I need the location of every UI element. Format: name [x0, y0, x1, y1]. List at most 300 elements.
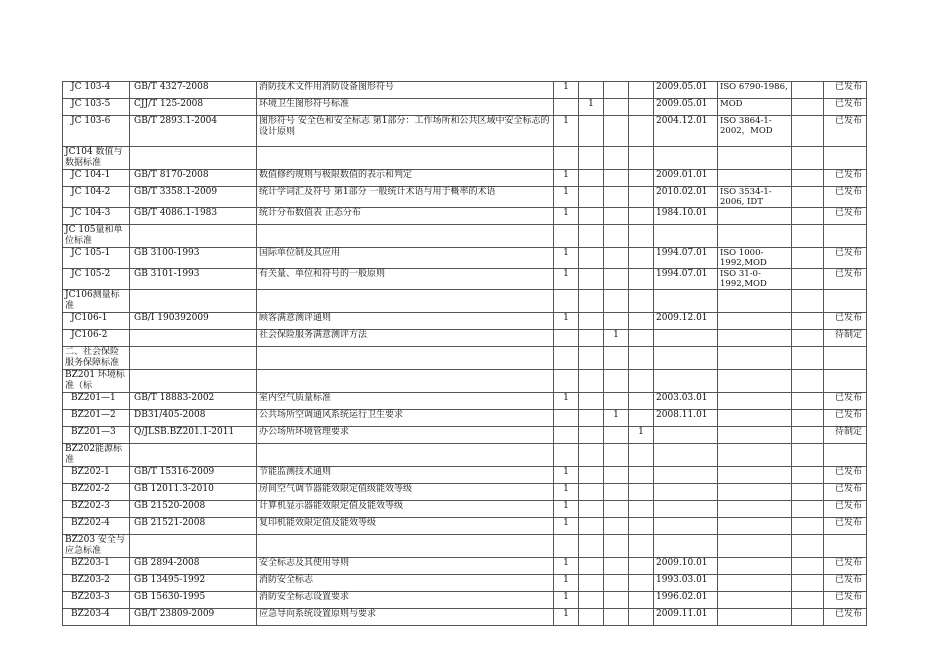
empty-cell	[792, 467, 824, 484]
category-row	[63, 225, 867, 248]
empty-cell	[654, 535, 718, 558]
empty-cell	[579, 347, 604, 370]
item-code-cell: BZ201—2	[63, 410, 130, 427]
item-code-cell: JC106-2	[63, 330, 130, 347]
empty-cell	[792, 208, 824, 225]
empty-cell	[792, 393, 824, 410]
count-cell-2	[579, 558, 604, 575]
implementation-date-cell: 2009.01.01	[654, 170, 718, 187]
count-cell-4	[629, 484, 654, 501]
status-cell: 已发布	[824, 518, 867, 535]
empty-cell	[554, 444, 579, 467]
status-cell: 已发布	[824, 187, 867, 208]
standard-name-cell: 房间空气调节器能效限定值级能效等级	[257, 484, 554, 501]
standard-name-cell: 应急导向系统设置原则与要求	[257, 609, 554, 626]
status-cell: 已发布	[824, 484, 867, 501]
table-row	[63, 518, 867, 535]
empty-cell	[718, 370, 792, 393]
standards-table	[62, 81, 867, 626]
empty-cell	[604, 370, 629, 393]
item-code-cell: BZ203-4	[63, 609, 130, 626]
count-cell-4	[629, 208, 654, 225]
standard-number-cell: GB 21521-2008	[130, 518, 257, 535]
item-code-cell: BZ202-4	[63, 518, 130, 535]
adopted-standard-cell	[718, 558, 792, 575]
implementation-date-cell	[654, 518, 718, 535]
count-cell-3	[604, 170, 629, 187]
count-cell-3	[604, 592, 629, 609]
adopted-standard-cell: MOD	[718, 99, 792, 116]
empty-cell	[257, 444, 554, 467]
count-cell-4	[629, 410, 654, 427]
count-cell-4	[629, 313, 654, 330]
implementation-date-cell: 2009.05.01	[654, 99, 718, 116]
count-cell-4	[629, 116, 654, 147]
status-cell: 待制定	[824, 427, 867, 444]
count-cell-3	[604, 575, 629, 592]
table-row	[63, 170, 867, 187]
empty-cell	[824, 225, 867, 248]
empty-cell	[579, 535, 604, 558]
standard-name-cell: 顾客满意测评通则	[257, 313, 554, 330]
count-cell-1: 1	[554, 269, 579, 290]
item-code-cell: JC 105-1	[63, 248, 130, 269]
empty-cell	[718, 535, 792, 558]
empty-cell	[792, 99, 824, 116]
implementation-date-cell: 2003.03.01	[654, 393, 718, 410]
standard-number-cell: GB/T 8170-2008	[130, 170, 257, 187]
empty-cell	[654, 370, 718, 393]
empty-cell	[824, 370, 867, 393]
empty-cell	[130, 347, 257, 370]
standard-name-cell: 室内空气质量标准	[257, 393, 554, 410]
count-cell-2	[579, 501, 604, 518]
empty-cell	[792, 347, 824, 370]
count-cell-2	[579, 248, 604, 269]
count-cell-2	[579, 187, 604, 208]
count-cell-3	[604, 467, 629, 484]
count-cell-1: 1	[554, 116, 579, 147]
standard-name-cell: 有关量、单位和符号的一般原则	[257, 269, 554, 290]
standard-name-cell: 办公场所环境管理要求	[257, 427, 554, 444]
count-cell-1: 1	[554, 558, 579, 575]
category-row	[63, 147, 867, 170]
implementation-date-cell: 1993.03.01	[654, 575, 718, 592]
count-cell-1: 1	[554, 187, 579, 208]
count-cell-4	[629, 187, 654, 208]
count-cell-3	[604, 501, 629, 518]
status-cell: 已发布	[824, 501, 867, 518]
empty-cell	[554, 147, 579, 170]
table-row	[63, 248, 867, 269]
empty-cell	[792, 290, 824, 313]
adopted-standard-cell	[718, 330, 792, 347]
standard-number-cell: GB 15630-1995	[130, 592, 257, 609]
implementation-date-cell: 1994.07.01	[654, 269, 718, 290]
category-row	[63, 535, 867, 558]
count-cell-3	[604, 269, 629, 290]
adopted-standard-cell	[718, 518, 792, 535]
standard-number-cell: GB/T 4086.1-1983	[130, 208, 257, 225]
standard-number-cell: GB 21520-2008	[130, 501, 257, 518]
standard-number-cell: GB 3100-1993	[130, 248, 257, 269]
count-cell-2	[579, 330, 604, 347]
status-cell: 已发布	[824, 467, 867, 484]
count-cell-3	[604, 427, 629, 444]
item-code-cell: BZ201—3	[63, 427, 130, 444]
standard-name-cell: 国际单位制及其应用	[257, 248, 554, 269]
count-cell-1: 1	[554, 575, 579, 592]
count-cell-1: 1	[554, 248, 579, 269]
empty-cell	[629, 225, 654, 248]
status-cell: 已发布	[824, 99, 867, 116]
status-cell: 已发布	[824, 609, 867, 626]
table-row	[63, 410, 867, 427]
standard-name-cell: 统计分布数值表 正态分布	[257, 208, 554, 225]
standard-name-cell: 环境卫生图形符号标准	[257, 99, 554, 116]
table-row	[63, 592, 867, 609]
item-code-cell: JC 103-4	[63, 82, 130, 99]
table-row	[63, 116, 867, 147]
empty-cell	[654, 225, 718, 248]
count-cell-2	[579, 518, 604, 535]
implementation-date-cell: 1996.02.01	[654, 592, 718, 609]
count-cell-3	[604, 609, 629, 626]
empty-cell	[792, 444, 824, 467]
empty-cell	[257, 147, 554, 170]
count-cell-1: 1	[554, 501, 579, 518]
count-cell-2	[579, 170, 604, 187]
count-cell-2	[579, 393, 604, 410]
standard-number-cell: GB/I 190392009	[130, 313, 257, 330]
empty-cell	[554, 290, 579, 313]
table-row	[63, 484, 867, 501]
table-row	[63, 467, 867, 484]
category-row	[63, 290, 867, 313]
count-cell-1	[554, 410, 579, 427]
empty-cell	[792, 370, 824, 393]
status-cell: 已发布	[824, 393, 867, 410]
item-code-cell: JC 103-5	[63, 99, 130, 116]
count-cell-1: 1	[554, 484, 579, 501]
empty-cell	[792, 609, 824, 626]
empty-cell	[257, 347, 554, 370]
status-cell: 已发布	[824, 575, 867, 592]
table-row	[63, 330, 867, 347]
category-cell: BZ203 安全与应急标准	[63, 535, 130, 558]
adopted-standard-cell	[718, 313, 792, 330]
empty-cell	[257, 370, 554, 393]
item-code-cell: BZ202-1	[63, 467, 130, 484]
empty-cell	[604, 535, 629, 558]
count-cell-2	[579, 116, 604, 147]
empty-cell	[579, 290, 604, 313]
count-cell-2	[579, 575, 604, 592]
implementation-date-cell: 2009.12.01	[654, 313, 718, 330]
implementation-date-cell: 2009.05.01	[654, 82, 718, 99]
implementation-date-cell	[654, 501, 718, 518]
adopted-standard-cell	[718, 410, 792, 427]
empty-cell	[629, 444, 654, 467]
category-row	[63, 444, 867, 467]
count-cell-4	[629, 269, 654, 290]
empty-cell	[604, 147, 629, 170]
empty-cell	[792, 592, 824, 609]
standard-name-cell: 社会保险服务满意测评方法	[257, 330, 554, 347]
table-row	[63, 501, 867, 518]
empty-cell	[130, 444, 257, 467]
empty-cell	[792, 187, 824, 208]
empty-cell	[792, 248, 824, 269]
item-code-cell: BZ202-2	[63, 484, 130, 501]
count-cell-1: 1	[554, 518, 579, 535]
empty-cell	[718, 444, 792, 467]
count-cell-2	[579, 484, 604, 501]
standard-number-cell: GB/T 4327-2008	[130, 82, 257, 99]
status-cell: 已发布	[824, 116, 867, 147]
standard-name-cell: 计算机显示器能效限定值及能效等级	[257, 501, 554, 518]
empty-cell	[792, 225, 824, 248]
count-cell-2	[579, 609, 604, 626]
empty-cell	[654, 347, 718, 370]
count-cell-4	[629, 558, 654, 575]
count-cell-1: 1	[554, 82, 579, 99]
table-row	[63, 208, 867, 225]
empty-cell	[792, 82, 824, 99]
count-cell-1: 1	[554, 609, 579, 626]
item-code-cell: JC106-1	[63, 313, 130, 330]
empty-cell	[792, 116, 824, 147]
count-cell-1: 1	[554, 170, 579, 187]
count-cell-1	[554, 99, 579, 116]
count-cell-1: 1	[554, 393, 579, 410]
empty-cell	[792, 575, 824, 592]
table-body	[63, 82, 867, 626]
empty-cell	[824, 347, 867, 370]
standard-number-cell: GB 13495-1992	[130, 575, 257, 592]
empty-cell	[257, 535, 554, 558]
implementation-date-cell: 2004.12.01	[654, 116, 718, 147]
standard-number-cell: Q/JLSB.BZ201.1-2011	[130, 427, 257, 444]
count-cell-4	[629, 592, 654, 609]
status-cell: 已发布	[824, 592, 867, 609]
count-cell-1: 1	[554, 208, 579, 225]
implementation-date-cell: 2009.10.01	[654, 558, 718, 575]
table-row	[63, 313, 867, 330]
adopted-standard-cell: ISO 6790-1986,	[718, 82, 792, 99]
count-cell-4	[629, 393, 654, 410]
category-cell: BZ202能源标准	[63, 444, 130, 467]
standard-name-cell: 统计学词汇及符号 第1部分 一般统计术语与用于概率的术语	[257, 187, 554, 208]
count-cell-3: 1	[604, 330, 629, 347]
empty-cell	[130, 225, 257, 248]
count-cell-4	[629, 518, 654, 535]
category-cell: JC104 数值与数据标准	[63, 147, 130, 170]
item-code-cell: BZ202-3	[63, 501, 130, 518]
item-code-cell: BZ201—1	[63, 393, 130, 410]
implementation-date-cell	[654, 427, 718, 444]
count-cell-3	[604, 313, 629, 330]
empty-cell	[792, 410, 824, 427]
implementation-date-cell: 1984.10.01	[654, 208, 718, 225]
empty-cell	[792, 484, 824, 501]
table-row	[63, 82, 867, 99]
standard-name-cell: 复印机能效限定值及能效等级	[257, 518, 554, 535]
standard-number-cell: GB 12011.3-2010	[130, 484, 257, 501]
implementation-date-cell: 1994.07.01	[654, 248, 718, 269]
implementation-date-cell: 2008.11.01	[654, 410, 718, 427]
empty-cell	[604, 444, 629, 467]
standard-name-cell: 公共场所空调通风系统运行卫生要求	[257, 410, 554, 427]
table-row	[63, 187, 867, 208]
empty-cell	[792, 269, 824, 290]
empty-cell	[792, 535, 824, 558]
adopted-standard-cell	[718, 575, 792, 592]
empty-cell	[654, 290, 718, 313]
count-cell-1: 1	[554, 592, 579, 609]
count-cell-3	[604, 484, 629, 501]
empty-cell	[604, 347, 629, 370]
count-cell-3	[604, 208, 629, 225]
empty-cell	[792, 558, 824, 575]
standard-number-cell: GB/T 18883-2002	[130, 393, 257, 410]
implementation-date-cell	[654, 467, 718, 484]
empty-cell	[718, 347, 792, 370]
empty-cell	[604, 290, 629, 313]
empty-cell	[792, 170, 824, 187]
empty-cell	[579, 225, 604, 248]
table-row	[63, 99, 867, 116]
status-cell: 已发布	[824, 558, 867, 575]
category-cell: JC106测量标准	[63, 290, 130, 313]
empty-cell	[792, 427, 824, 444]
status-cell: 已发布	[824, 170, 867, 187]
adopted-standard-cell	[718, 592, 792, 609]
standard-name-cell: 消防安全标志设置要求	[257, 592, 554, 609]
count-cell-4	[629, 575, 654, 592]
count-cell-3: 1	[604, 410, 629, 427]
count-cell-4	[629, 609, 654, 626]
empty-cell	[654, 147, 718, 170]
category-cell: 二、社会保险服务保障标准	[63, 347, 130, 370]
standard-number-cell	[130, 330, 257, 347]
count-cell-3	[604, 99, 629, 116]
empty-cell	[718, 225, 792, 248]
standard-name-cell: 图形符号 安全色和安全标志 第1部分：工作场所和公共区域中安全标志的设计原则	[257, 116, 554, 147]
empty-cell	[718, 147, 792, 170]
empty-cell	[629, 347, 654, 370]
count-cell-1	[554, 427, 579, 444]
count-cell-2	[579, 592, 604, 609]
item-code-cell: BZ203-2	[63, 575, 130, 592]
status-cell: 已发布	[824, 82, 867, 99]
implementation-date-cell	[654, 330, 718, 347]
empty-cell	[629, 290, 654, 313]
empty-cell	[629, 370, 654, 393]
implementation-date-cell	[654, 484, 718, 501]
count-cell-4	[629, 170, 654, 187]
count-cell-3	[604, 393, 629, 410]
empty-cell	[257, 225, 554, 248]
table-row	[63, 575, 867, 592]
status-cell: 已发布	[824, 410, 867, 427]
category-cell: JC 105量和单位标准	[63, 225, 130, 248]
empty-cell	[554, 225, 579, 248]
standard-name-cell: 消防技术文件用消防设备图形符号	[257, 82, 554, 99]
standard-number-cell: GB/T 3358.1-2009	[130, 187, 257, 208]
empty-cell	[130, 370, 257, 393]
count-cell-3	[604, 187, 629, 208]
table-row	[63, 609, 867, 626]
count-cell-3	[604, 116, 629, 147]
category-row	[63, 347, 867, 370]
implementation-date-cell: 2009.11.01	[654, 609, 718, 626]
adopted-standard-cell: ISO 3534-1-2006, IDT	[718, 187, 792, 208]
empty-cell	[824, 535, 867, 558]
standard-number-cell: CJJ/T 125-2008	[130, 99, 257, 116]
empty-cell	[824, 147, 867, 170]
count-cell-3	[604, 518, 629, 535]
count-cell-3	[604, 82, 629, 99]
standard-number-cell: GB/T 15316-2009	[130, 467, 257, 484]
standard-number-cell: GB 2894-2008	[130, 558, 257, 575]
adopted-standard-cell	[718, 393, 792, 410]
count-cell-2	[579, 427, 604, 444]
count-cell-1: 1	[554, 313, 579, 330]
standard-number-cell: GB 3101-1993	[130, 269, 257, 290]
count-cell-3	[604, 558, 629, 575]
empty-cell	[824, 290, 867, 313]
table-row	[63, 393, 867, 410]
empty-cell	[579, 147, 604, 170]
standard-number-cell: GB/T 23809-2009	[130, 609, 257, 626]
empty-cell	[792, 147, 824, 170]
count-cell-4	[629, 330, 654, 347]
standard-name-cell: 节能监测技术通则	[257, 467, 554, 484]
implementation-date-cell: 2010.02.01	[654, 187, 718, 208]
count-cell-2	[579, 82, 604, 99]
empty-cell	[718, 290, 792, 313]
adopted-standard-cell	[718, 501, 792, 518]
empty-cell	[792, 518, 824, 535]
standard-name-cell: 安全标志及其使用导则	[257, 558, 554, 575]
empty-cell	[604, 225, 629, 248]
empty-cell	[130, 290, 257, 313]
empty-cell	[792, 313, 824, 330]
standard-number-cell: GB/T 2893.1-2004	[130, 116, 257, 147]
adopted-standard-cell: ISO 31-0-1992,MOD	[718, 269, 792, 290]
status-cell: 已发布	[824, 248, 867, 269]
empty-cell	[824, 444, 867, 467]
category-row	[63, 370, 867, 393]
adopted-standard-cell	[718, 609, 792, 626]
count-cell-4	[629, 467, 654, 484]
item-code-cell: JC 105-2	[63, 269, 130, 290]
count-cell-4: 1	[629, 427, 654, 444]
item-code-cell: BZ203-3	[63, 592, 130, 609]
empty-cell	[130, 535, 257, 558]
adopted-standard-cell	[718, 484, 792, 501]
count-cell-4	[629, 501, 654, 518]
count-cell-2	[579, 467, 604, 484]
count-cell-1	[554, 330, 579, 347]
adopted-standard-cell	[718, 427, 792, 444]
empty-cell	[792, 330, 824, 347]
count-cell-4	[629, 248, 654, 269]
adopted-standard-cell	[718, 467, 792, 484]
empty-cell	[554, 370, 579, 393]
item-code-cell: JC 103-6	[63, 116, 130, 147]
